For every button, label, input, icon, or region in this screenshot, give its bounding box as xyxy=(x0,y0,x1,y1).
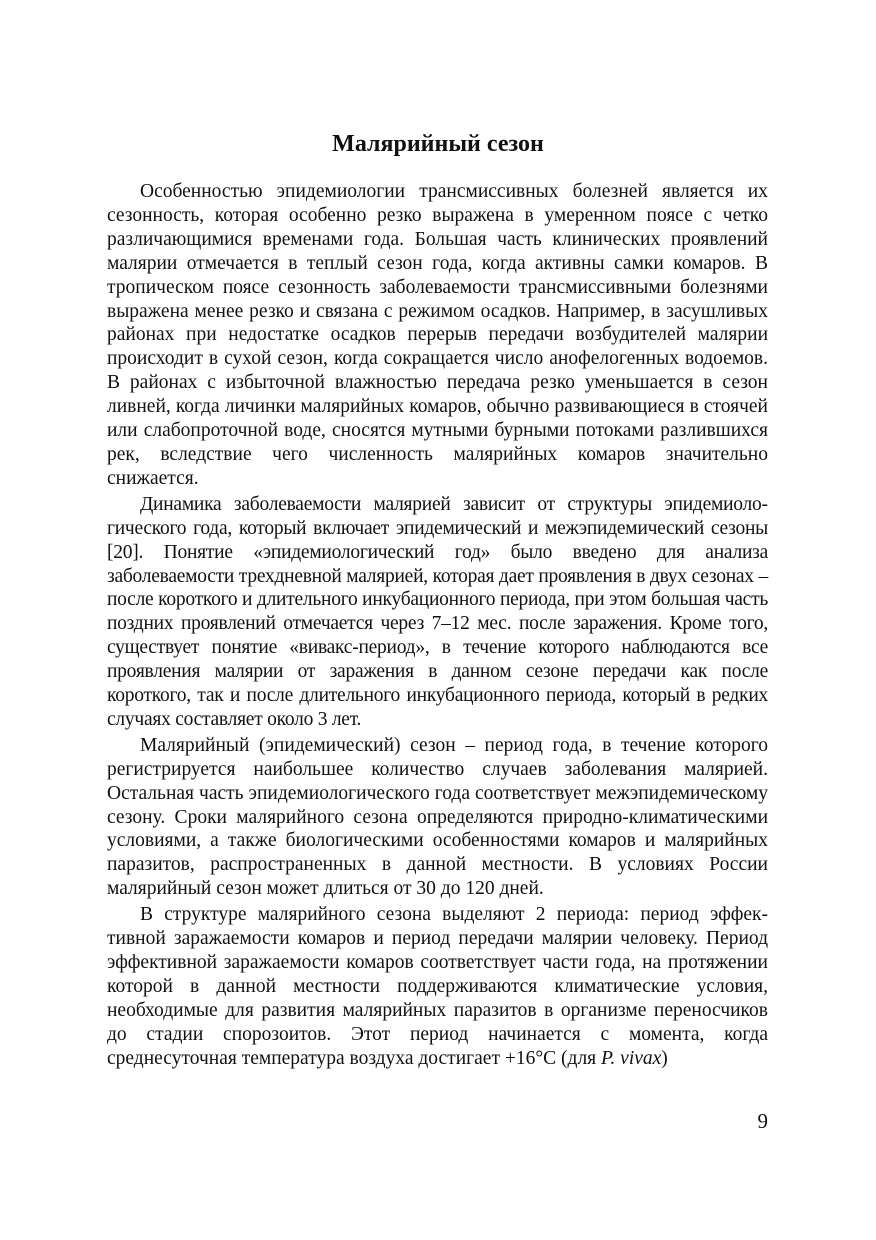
paragraph-4-text: В структуре малярийного сезона выделяют 2 периода: период эффективной заражаемости комаров и период передачи малярии человеку. Период эффективной заражаемости комаров соответствует части года, на протяжении которой в данной местности поддерживаются климатические условия, необходимые для развития малярийных паразитов в организме переносчиков до стадии спорозоитов. Этот период начинается с момента, когда среднесуточная температура воздуха достигает +16°С (для xyxy=(107,904,768,1069)
paragraph-4-closing: ) xyxy=(661,1047,668,1069)
paragraph-1: Особенностью эпидемиологии трансмиссивных болезней является их сезонность, которая особенно резко выражена в умеренном поясе с четко различающимися временами года. Большая часть клинических проявлений малярии отмечается в теплый сезон года, когда активны самки комаров. В тропическом поясе сезонность заболеваемости трансмиссивными болезнями выражена менее резко и связана с режимом осадков. Например, в засушливых районах при недостатке осадков перерыв передачи возбудителей малярии происходит в сухой сезон, когда сокращается число анофелогенных водоемов. В районах с избыточной влажностью передача резко уменьшается в сезон ливней, когда личинки малярийных комаров, обычно развивающиеся в стоячей или слабопроточной воде, сносятся мутными бурными потоками разлившихся рек, вследствие чего численность малярийных комаров значительно снижается. xyxy=(107,181,768,489)
paragraph-4 xyxy=(107,903,768,1070)
paragraph-2: Динамика заболеваемости малярией зависит от структуры эпидемиологического года, который включает эпидемический и межэпидемический сезоны [20]. Понятие «эпидемиологический год» было введено для анализа заболеваемости трехдневной малярией, которая дает проявления в двух сезонах – после короткого и длительного инкубационного периода, при этом большая часть поздних проявлений отмечается через 7–12 мес. после заражения. Кроме того, существует понятие «вивакс-период», в течение которого наблюдаются все проявления малярии от заражения в данном сезоне передачи как после короткого, так и после длительного инкубационного периода, который в редких случаях составляет около 3 лет. xyxy=(107,493,768,730)
species-name: P. vivax xyxy=(601,1047,662,1069)
page-number: 9 xyxy=(757,1109,768,1133)
body-text xyxy=(107,180,768,1071)
page-title: Малярийный сезон xyxy=(332,131,544,157)
paragraph-3: Малярийный (эпидемический) сезон – период года, в течение которого регистрируется наибольшее количество случаев заболевания малярией. Остальная часть эпидемиологического года соответствует межэпидемическому сезону. Сроки малярийного сезона определяются природно-климатическими условиями, а также биологическими особенностями комаров и малярийных паразитов, распространенных в данной местности. В условиях России малярийный сезон может длиться от 30 до 120 дней. xyxy=(107,734,768,900)
